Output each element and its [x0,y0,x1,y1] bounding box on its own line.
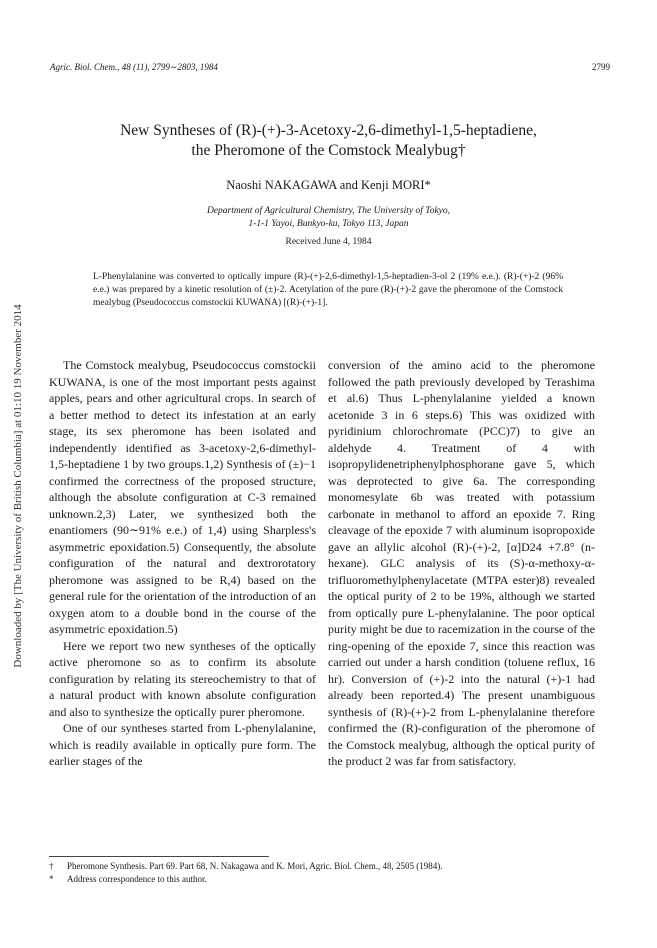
authors: Naoshi NAKAGAWA and Kenji MORI* [226,178,431,192]
body-column-left [49,357,316,770]
paragraph: The Comstock mealybug, Pseudococcus comstockii KUWANA, is one of the most important pests against apples, pears and other agricultural crops. In search of a better method to detect its infestation at an early stage, its sex pheromone has been isolated and independently identified as 3-acetoxy-2,6-dimethyl-1,5-heptadiene 1 by two groups.1,2) Synthesis of (±)−1 confirmed the correctness of the proposed structure, although the absolute configuration at C-3 remained unknown.2,3) Later, we synthesized both the enantiomers (90∼91% e.e.) of 1,4) using Sharpless's asymmetric epoxidation.5) Consequently, the absolute configuration of the natural and dextrorotatory pheromone was assigned to be R,4) based on the general rule for the orientation of the introduction of an oxygen atom to a double bond in the course of the asymmetric epoxidation.5) [49,358,316,636]
paragraph: Here we report two new syntheses of the optically active pheromone so as to confirm its absolute configuration by relating its stereochemistry to that of a natural product with known absolute configuration and also to synthesize the optically purer pheromone. [49,638,316,719]
paragraph: One of our syntheses started from L-phenylalanine, which is readily available in optically pure form. The earlier stages of the [49,721,316,768]
paper-title [70,121,587,161]
footnote-mark: * [49,874,54,884]
download-watermark: Downloaded by [The University of British Columbia] at 01:10 19 November 2014 [12,304,24,668]
page-number: 2799 [592,62,610,72]
footnote-mark: † [49,861,54,871]
footnote [49,860,609,873]
affiliation-line-1: Department of Agricultural Chemistry, The University of Tokyo, [206,206,451,216]
abstract: L-Phenylalanine was converted to optically impure (R)-(+)-2,6-dimethyl-1,5-heptadien-3-ol 2 (19% e.e.). (R)-(+)-2 (96% e.e.) was prepared by a kinetic resolution of (±)-2. Acetylation of the pure (R)-(+)-2 gave the pheromone of the Comstock mealybug (Pseudococcus comstockii KUWANA) [(R)-(+)-1]. [93,272,563,308]
affiliation [70,205,587,231]
running-header [50,62,610,76]
paragraph: conversion of the amino acid to the pheromone followed the path previously developed by Terashima et al.6) Thus L-phenylalanine yielded a known acetonide 3 in 6 steps.6) This was oxidized with pyridinium chlorochromate (PCC)7) to give an aldehyde 4. Treatment of 4 with isopropylidenetriphenylphosphorane gave 5, which was deprotected to give 6a. The corresponding monomesylate 6b was treated with potassium carbonate in methanol to afford an epoxide 7. Ring cleavage of the epoxide 7 with aluminum isopropoxide gave an allylic alcohol (R)-(+)-2, [α]D24 +7.8° (n-hexane). GLC analysis of its (S)-α-methoxy-α-trifluoromethylphenylacetate (MTPA ester)8) revealed the optical purity of 2 to be 19%, although we started from optically pure L-phenylalanine. The poor optical purity might be due to racemization in the course of the ring-opening of the epoxide 7, since this reaction was carried out under a harsh condition (toluene reflux, 16 hr). Conversion of (+)-2 into the natural (+)-1 had already been reported.4) The present unambiguous synthesis of (R)-(+)-2 from L-phenylalanine therefore confirmed the (R)-configuration of the pheromone of the Comstock mealybug, although the optical purity of the product 2 was far from satisfactory. [328,358,595,768]
footnote-rule [49,856,269,857]
footnotes [49,860,609,886]
journal-citation: Agric. Biol. Chem., 48 (11), 2799∼2803, 1984 [50,62,218,72]
footnote-text: Address correspondence to this author. [67,874,207,884]
title-line-2: the Pheromone of the Comstock Mealybug† [191,142,466,159]
footnote [49,873,609,886]
affiliation-line-2: 1-1-1 Yayoi, Bunkyo-ku, Tokyo 113, Japan [248,219,409,229]
received-date: Received June 4, 1984 [285,237,372,247]
footnote-text: Pheromone Synthesis. Part 69. Part 68, N. Nakagawa and K. Mori, Agric. Biol. Chem., 48, 2505 (1984). [67,861,443,871]
body-column-right [328,357,595,770]
title-line-1: New Syntheses of (R)-(+)-3-Acetoxy-2,6-dimethyl-1,5-heptadiene, [120,122,537,139]
